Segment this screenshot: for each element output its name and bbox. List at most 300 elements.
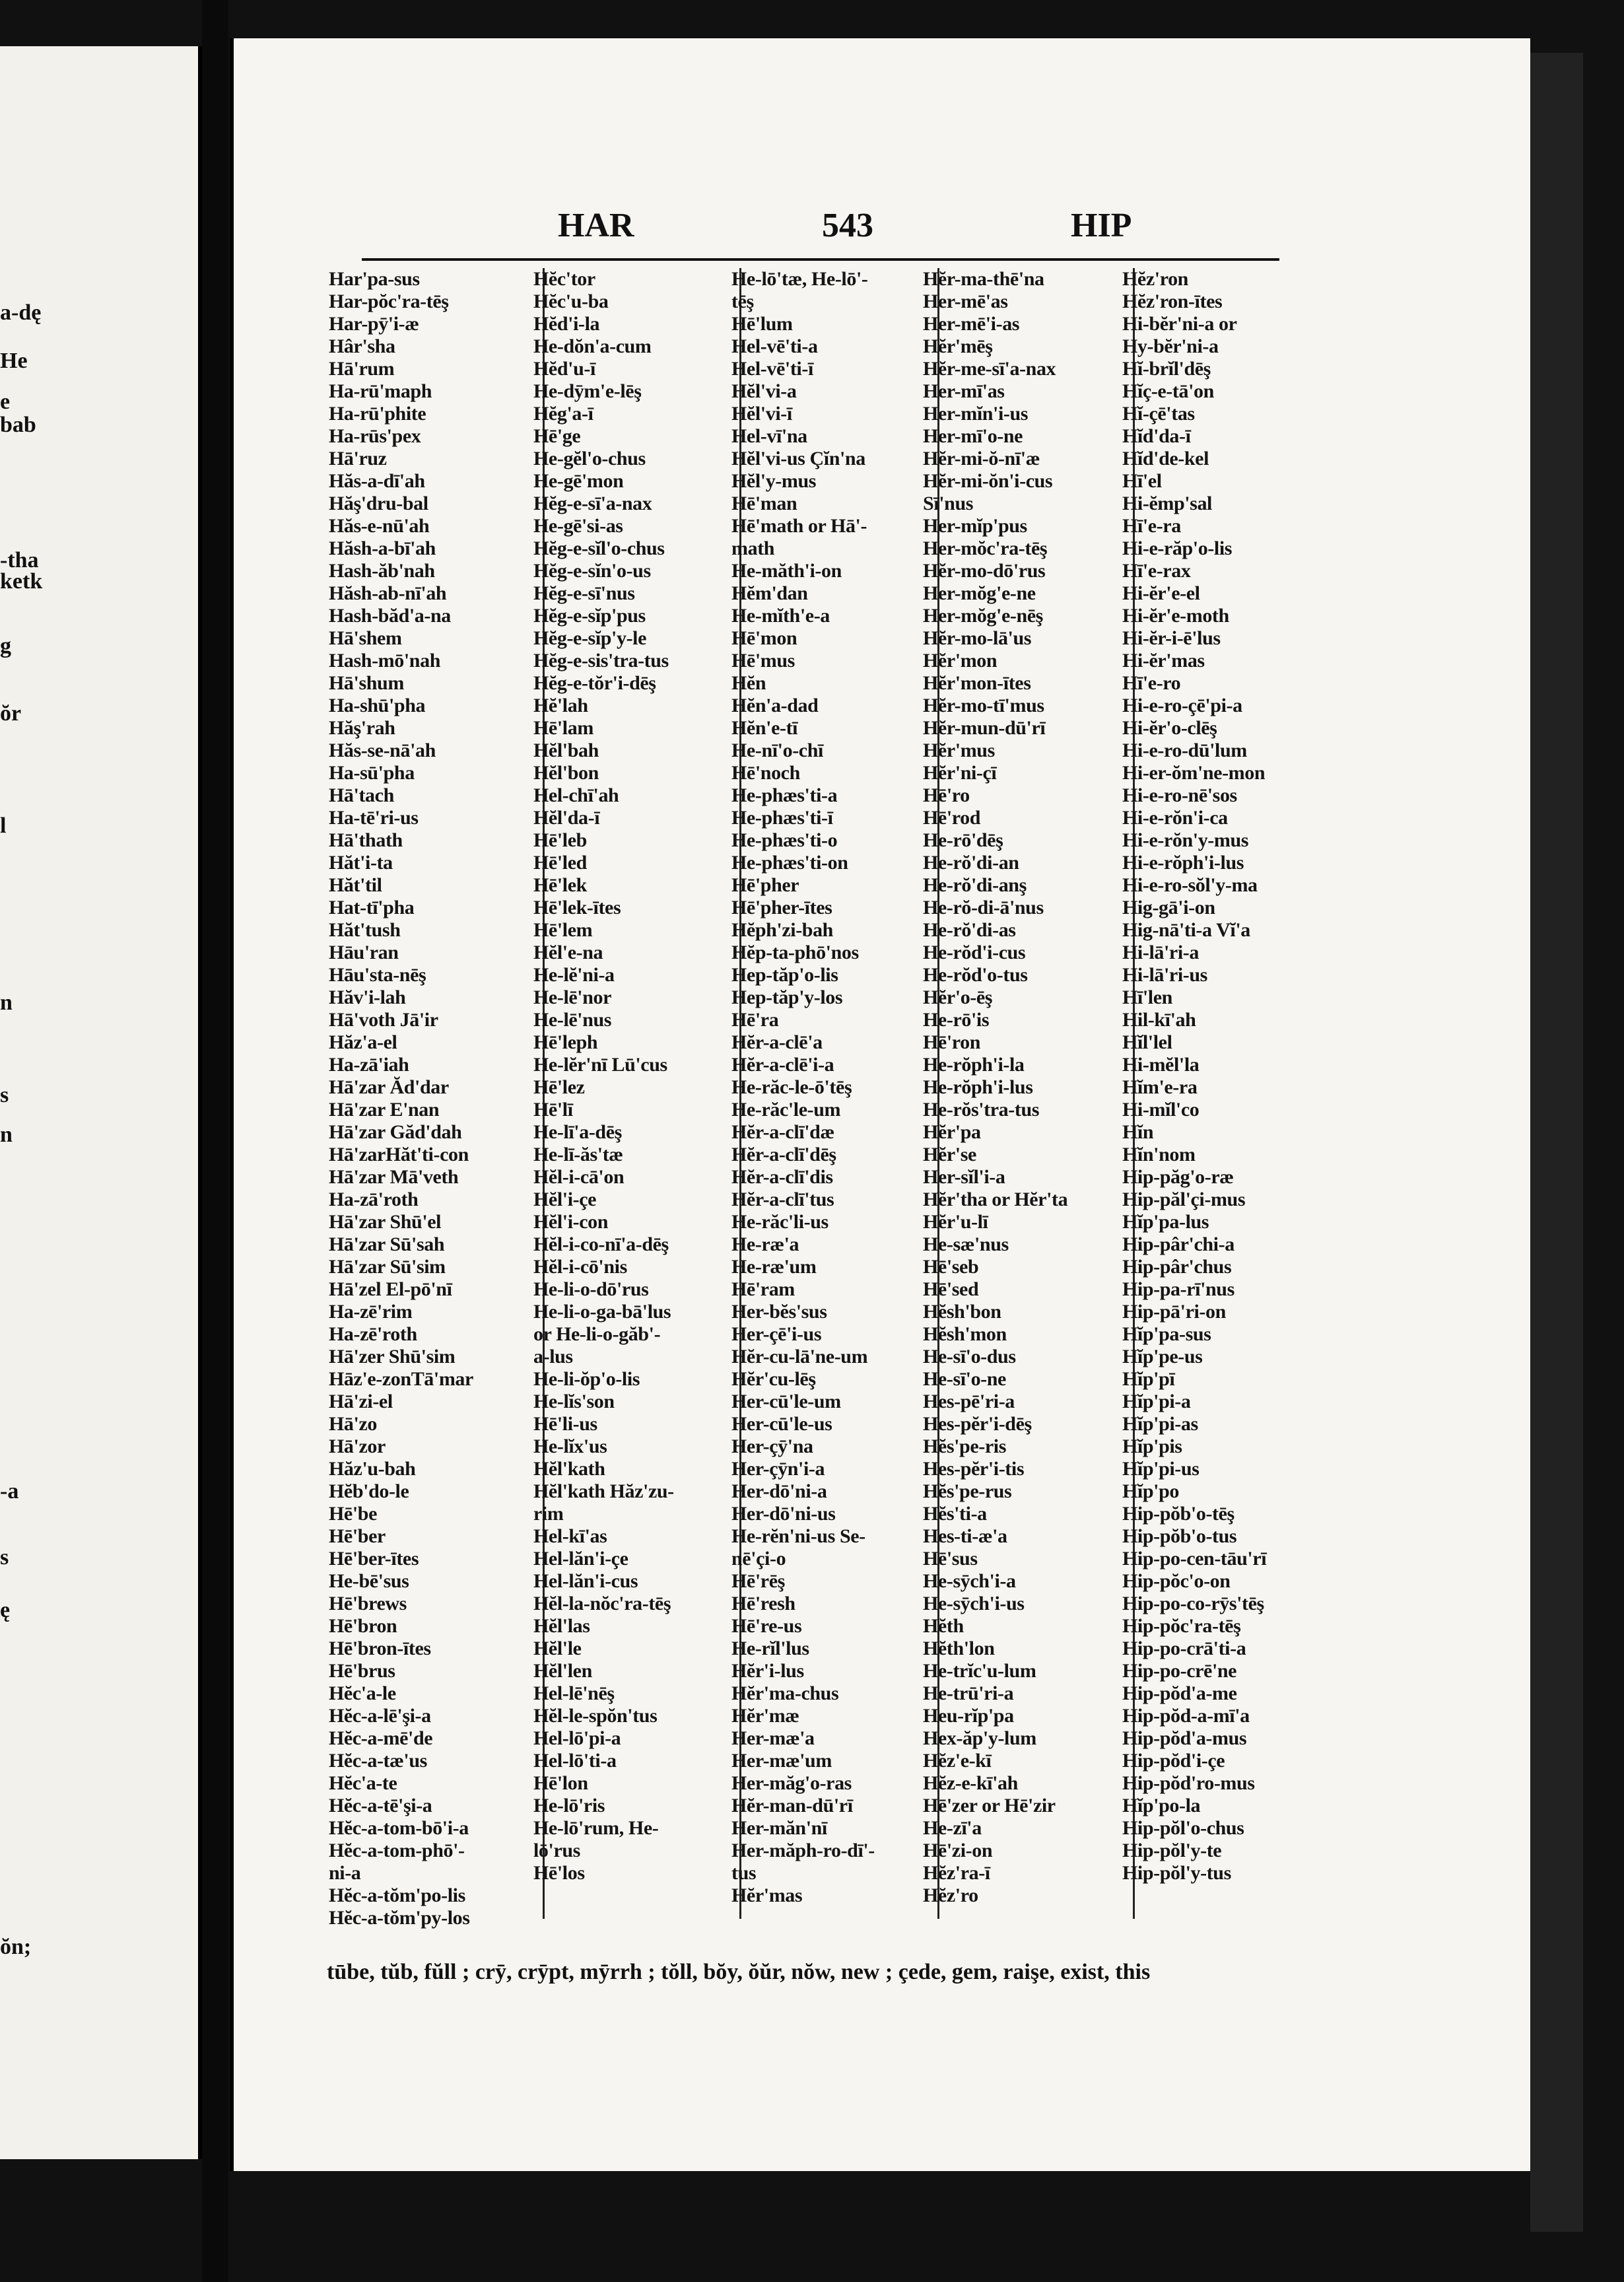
dictionary-entry: Har-pȳ'i-æ xyxy=(329,313,419,335)
dictionary-entry: Hĕr'cu-lēş xyxy=(731,1368,816,1390)
dictionary-entry: Hĭp'pi-a xyxy=(1122,1391,1191,1412)
dictionary-entry: Hĕr-a-clī'dēş xyxy=(731,1144,836,1165)
dictionary-entry: Hĕl'kath Hăz'zu- xyxy=(533,1480,674,1502)
dictionary-entry: Hē'sed xyxy=(923,1278,979,1300)
dictionary-entry: Hē'noch xyxy=(731,762,800,784)
dictionary-entry: Hē'brus xyxy=(329,1660,395,1682)
dictionary-entry: Hāu'sta-nēş xyxy=(329,964,426,986)
dictionary-entry: Hĭp'pa-lus xyxy=(1122,1211,1209,1233)
dictionary-entry: He-nī'o-chī xyxy=(731,740,823,761)
dictionary-entry: Hē'ber xyxy=(329,1525,386,1547)
dictionary-entry: Her-măn'nī xyxy=(731,1817,827,1839)
dictionary-entry: Hĭp'pi-as xyxy=(1122,1413,1198,1435)
dictionary-entry: Hĕl'bah xyxy=(533,740,599,761)
dictionary-entry: Hĕr-a-clī'tus xyxy=(731,1189,834,1210)
dictionary-entry: Hi-lā'ri-us xyxy=(1122,964,1207,986)
dictionary-entry: Sī'nus xyxy=(923,493,973,514)
left-page-text-fragment: -tha xyxy=(0,548,39,572)
dictionary-entry: He-zī'a xyxy=(923,1817,982,1839)
dictionary-entry: Hĕl'e-na xyxy=(533,942,603,963)
dictionary-entry: Hash-mō'nah xyxy=(329,650,440,672)
dictionary-entry: He-rō'is xyxy=(923,1009,990,1031)
dictionary-entry: Hĕn'e-tī xyxy=(731,717,798,739)
left-page-text-fragment: ŏr xyxy=(0,701,22,726)
dictionary-entry: Hĕl'bon xyxy=(533,762,599,784)
dictionary-entry: He-lō'ris xyxy=(533,1795,605,1816)
dictionary-entry: Hĕr-ma-thē'na xyxy=(923,268,1044,290)
dictionary-entry: Hĕr-mi-ŏn'i-cus xyxy=(923,470,1053,492)
dictionary-entry: Hĕr-a-clī'dæ xyxy=(731,1121,834,1143)
dictionary-entry: Her-dō'ni-a xyxy=(731,1480,827,1502)
dictionary-entry: Hā'voth Jā'ir xyxy=(329,1009,438,1031)
dictionary-entry: He-lō'rum, He- xyxy=(533,1817,659,1839)
dictionary-entry: Hī'len xyxy=(1122,986,1172,1008)
entry-column-2 xyxy=(533,268,731,1884)
dictionary-entry: He-răc-le-ō'tēş xyxy=(731,1076,852,1098)
dictionary-entry: Hĕl-la-nŏc'ra-tēş xyxy=(533,1593,671,1614)
dictionary-entry: Hip-po-crā'ti-a xyxy=(1122,1638,1246,1659)
dictionary-entry: Hā'zer Shū'sim xyxy=(329,1346,456,1367)
dictionary-entry: Hĕz'ra-ī xyxy=(923,1862,990,1884)
dictionary-entry: He-lĭs'son xyxy=(533,1391,615,1412)
dictionary-entry: Hep-tăp'y-los xyxy=(731,986,843,1008)
dictionary-entry: Hĕth'lon xyxy=(923,1638,995,1659)
dictionary-entry: Hex-ăp'y-lum xyxy=(923,1727,1036,1749)
dictionary-entry: Hăs-a-dī'ah xyxy=(329,470,425,492)
dictionary-entry: Hĕl'da-ī xyxy=(533,807,600,829)
left-page-text-fragment: ketk xyxy=(0,569,43,594)
dictionary-entry: Hăt'tush xyxy=(329,919,401,941)
dictionary-entry: Hĕr'mas xyxy=(731,1884,803,1906)
dictionary-entry: Hĕl'las xyxy=(533,1615,590,1637)
dictionary-entry: Hā'tach xyxy=(329,784,394,806)
dictionary-entry: Hī'e-ro xyxy=(1122,672,1181,694)
dictionary-entry: Hăsh-a-bī'ah xyxy=(329,537,436,559)
dictionary-entry: Hel-vī'na xyxy=(731,425,807,447)
page-edge-shadow xyxy=(1530,53,1583,2232)
left-page-text-fragment: a-dę xyxy=(0,300,42,325)
dictionary-entry: Ha-zē'roth xyxy=(329,1323,417,1345)
dictionary-entry: Hē'lum xyxy=(731,313,793,335)
dictionary-entry: Hăsh-ab-nī'ah xyxy=(329,582,447,604)
pronunciation-key-footer: tūbe, tŭb, fŭll ; crȳ, crȳpt, mȳrrh ; tŏll, bŏy, ŏŭr, nŏw, new ; çede, gem, raişe, exist, this xyxy=(327,1960,1151,1984)
dictionary-entry: Hĕz'e-kī xyxy=(923,1750,992,1772)
dictionary-entry: Hăt'til xyxy=(329,874,382,896)
dictionary-entry: Hĭ-çē'tas xyxy=(1122,403,1195,425)
dictionary-entry: Hē'lon xyxy=(533,1772,588,1794)
dictionary-entry: Hĕc'a-te xyxy=(329,1772,397,1794)
dictionary-entry: Hip-pâr'chi-a xyxy=(1122,1233,1235,1255)
dictionary-entry: Hā'zar Mā'veth xyxy=(329,1166,459,1188)
dictionary-entry: Hĕr-mun-dū'rī xyxy=(923,717,1046,739)
dictionary-entry: Hē'ram xyxy=(731,1278,795,1300)
dictionary-entry: Her-măph-ro-dī'- xyxy=(731,1840,875,1861)
dictionary-entry: Hĕz'ro xyxy=(923,1884,978,1906)
dictionary-entry: Hĭd'de-kel xyxy=(1122,448,1209,469)
dictionary-entry: Hi-ĕmp'sal xyxy=(1122,493,1212,514)
dictionary-entry: Hĕr'u-lī xyxy=(923,1211,988,1233)
left-page-fragment xyxy=(0,46,202,2159)
dictionary-entry: Hĭn xyxy=(1122,1121,1154,1143)
dictionary-entry: Hĕc'tor xyxy=(533,268,595,290)
dictionary-entry: Har'pa-sus xyxy=(329,268,420,290)
dictionary-entry: Hi-e-rŏn'y-mus xyxy=(1122,829,1249,851)
dictionary-entry: Hĕr'ni-çī xyxy=(923,762,997,784)
dictionary-entry: Hĕr'i-lus xyxy=(731,1660,804,1682)
dictionary-entry: Hĕd'u-ī xyxy=(533,358,595,380)
dictionary-entry: Hash-ăb'nah xyxy=(329,560,435,582)
left-page-text-fragment: s xyxy=(0,1083,9,1107)
dictionary-entry: He-lĕ'ni-a xyxy=(533,964,615,986)
dictionary-entry: Her-mŏg'e-ne xyxy=(923,582,1036,604)
dictionary-entry: Hĕb'do-le xyxy=(329,1480,409,1502)
dictionary-entry: Hē'lem xyxy=(533,919,593,941)
dictionary-entry: Ha-rū'phite xyxy=(329,403,426,425)
dictionary-entry: Hē'ro xyxy=(923,784,970,806)
dictionary-entry: Hē'math or Hā'- xyxy=(731,515,867,537)
dictionary-entry: Hĕd'i-la xyxy=(533,313,600,335)
page-number: 543 xyxy=(822,207,873,244)
dictionary-entry: Hip-pā'ri-on xyxy=(1122,1301,1226,1323)
dictionary-entry: He-phæs'ti-on xyxy=(731,852,848,874)
dictionary-entry: He-trū'ri-a xyxy=(923,1682,1014,1704)
dictionary-entry: Hes-pĕr'i-dēş xyxy=(923,1413,1032,1435)
dictionary-entry: Hy-bĕr'ni-a xyxy=(1122,335,1219,357)
dictionary-entry: Hĭp'pa-sus xyxy=(1122,1323,1211,1345)
dictionary-entry: Hē'lek-ītes xyxy=(533,897,621,918)
dictionary-entry: He-sī'o-ne xyxy=(923,1368,1006,1390)
dictionary-entry: Hĕr'pa xyxy=(923,1121,981,1143)
dictionary-entry: He-li-ŏp'o-lis xyxy=(533,1368,640,1390)
dictionary-entry: Hē'pher-ītes xyxy=(731,897,832,918)
dictionary-entry: Hāu'ran xyxy=(329,942,399,963)
dictionary-entry: Hē'sus xyxy=(923,1548,978,1570)
dictionary-entry: Hi-e-rŏn'i-ca xyxy=(1122,807,1228,829)
dictionary-entry: Hip-pâr'chus xyxy=(1122,1256,1232,1278)
dictionary-entry: Hil-kī'ah xyxy=(1122,1009,1196,1031)
dictionary-entry: tēş xyxy=(731,291,754,312)
dictionary-entry: Hel-chī'ah xyxy=(533,784,619,806)
dictionary-entry: Hel-kī'as xyxy=(533,1525,607,1547)
dictionary-entry: Hĭm'e-ra xyxy=(1122,1076,1198,1098)
dictionary-entry: He-lē'nus xyxy=(533,1009,612,1031)
dictionary-entry: Hā'ruz xyxy=(329,448,387,469)
dictionary-entry: Hĭp'po xyxy=(1122,1480,1179,1502)
dictionary-entry: He-sȳch'i-us xyxy=(923,1593,1025,1614)
dictionary-entry: Hĕl-le-spŏn'tus xyxy=(533,1705,658,1727)
dictionary-entry: Hē'li-us xyxy=(533,1413,597,1435)
dictionary-entry: Hip-pŏd'a-me xyxy=(1122,1682,1237,1704)
dictionary-entry: He-răc'le-um xyxy=(731,1099,841,1121)
dictionary-entry: Hĕsh'mon xyxy=(923,1323,1007,1345)
dictionary-entry: Hē'lez xyxy=(533,1076,585,1098)
dictionary-entry: Hĕz'ron xyxy=(1122,268,1188,290)
dictionary-entry: Hi-mĭl'co xyxy=(1122,1099,1200,1121)
dictionary-entry: Hā'shem xyxy=(329,627,402,649)
dictionary-entry: He-dȳm'e-lēş xyxy=(533,380,642,402)
dictionary-entry: Hip-po-co-rȳs'tēş xyxy=(1122,1593,1264,1614)
dictionary-entry: Ha-shū'pha xyxy=(329,695,426,716)
dictionary-entry: Hig-gā'i-on xyxy=(1122,897,1215,918)
dictionary-entry: Hi-ĕr-i-ē'lus xyxy=(1122,627,1221,649)
dictionary-entry: Hip-pŏl'y-tus xyxy=(1122,1862,1231,1884)
dictionary-entry: He-ræ'a xyxy=(731,1233,799,1255)
dictionary-entry: Hip-pŏb'o-tēş xyxy=(1122,1503,1235,1525)
dictionary-entry: He-mĭth'e-a xyxy=(731,605,830,627)
dictionary-entry: Hĕg-e-sis'tra-tus xyxy=(533,650,669,672)
dictionary-entry: Hep-tăp'o-lis xyxy=(731,964,838,986)
dictionary-entry: Hē'lam xyxy=(533,717,593,739)
dictionary-entry: He-lĕr'nī Lū'cus xyxy=(533,1054,667,1076)
dictionary-entry: Hĕl'kath xyxy=(533,1458,605,1480)
dictionary-entry: He-gē'si-as xyxy=(533,515,623,537)
left-page-text-fragment: l xyxy=(0,813,7,838)
dictionary-entry: Hel-lăn'i-cus xyxy=(533,1570,638,1592)
left-page-text-fragment: bab xyxy=(0,413,36,437)
dictionary-entry: Hi-e-ro-sŏl'y-ma xyxy=(1122,874,1258,896)
dictionary-entry: Hĕl'len xyxy=(533,1660,592,1682)
dictionary-entry: He-rŏd'i-cus xyxy=(923,942,1026,963)
book-gutter xyxy=(202,0,228,2282)
left-page-text-fragment: n xyxy=(0,1123,13,1147)
dictionary-entry: Hĭn'nom xyxy=(1122,1144,1196,1165)
dictionary-entry: He-rō'dēş xyxy=(923,829,1003,851)
dictionary-entry: Hĭp'pi-us xyxy=(1122,1458,1200,1480)
dictionary-entry: Hā'zar Ăd'dar xyxy=(329,1076,449,1098)
dictionary-entry: He-sæ'nus xyxy=(923,1233,1009,1255)
dictionary-entry: Hel-vē'ti-a xyxy=(731,335,818,357)
dictionary-entry: Hel-lō'ti-a xyxy=(533,1750,617,1772)
dictionary-entry: Hip-pa-rī'nus xyxy=(1122,1278,1235,1300)
dictionary-entry: He-rŏ'di-anş xyxy=(923,874,1027,896)
dictionary-entry: Hăş'rah xyxy=(329,717,395,739)
dictionary-entry: Hĕs'pe-ris xyxy=(923,1435,1006,1457)
dictionary-entry: Hī'e-rax xyxy=(1122,560,1191,582)
dictionary-entry: Hĕp-ta-phō'nos xyxy=(731,942,859,963)
dictionary-entry: Hē'resh xyxy=(731,1593,795,1614)
dictionary-entry: Hā'zar Găd'dah xyxy=(329,1121,462,1143)
dictionary-entry: Hā'zel El-pō'nī xyxy=(329,1278,452,1300)
dictionary-entry: He-rŏ'di-as xyxy=(923,919,1016,941)
dictionary-entry: Ha-sū'pha xyxy=(329,762,415,784)
dictionary-entry: He-phæs'ti-ī xyxy=(731,807,833,829)
dictionary-entry: Hel-lē'nēş xyxy=(533,1682,615,1704)
dictionary-entry: Hā'zarHăt'ti-con xyxy=(329,1144,469,1165)
dictionary-entry: Hĭl'lel xyxy=(1122,1031,1172,1053)
dictionary-entry: Hĕsh'bon xyxy=(923,1301,1001,1323)
dictionary-entry: Her-mē'i-as xyxy=(923,313,1020,335)
dictionary-entry: Hĕz-e-kī'ah xyxy=(923,1772,1018,1794)
dictionary-entry: Hi-lā'ri-a xyxy=(1122,942,1199,963)
dictionary-entry: nē'çi-o xyxy=(731,1548,786,1570)
dictionary-entry: Hĭp'pis xyxy=(1122,1435,1182,1457)
dictionary-entry: Hi-ĕr'mas xyxy=(1122,650,1205,672)
dictionary-entry: He-dŏn'a-cum xyxy=(533,335,652,357)
dictionary-entry: Her-mī'as xyxy=(923,380,1005,402)
dictionary-entry: Her-mæ'um xyxy=(731,1750,832,1772)
dictionary-entry: He-rŏs'tra-tus xyxy=(923,1099,1040,1121)
dictionary-entry: Hā'zar Sū'sim xyxy=(329,1256,446,1278)
dictionary-entry: Hes-pĕr'i-tis xyxy=(923,1458,1025,1480)
dictionary-entry: Hĕr'mæ xyxy=(731,1705,799,1727)
dictionary-entry: Hĕz'ron-ītes xyxy=(1122,291,1223,312)
dictionary-entry: Her-çē'i-us xyxy=(731,1323,822,1345)
dictionary-entry: He-phæs'ti-a xyxy=(731,784,838,806)
dictionary-entry: He-bē'sus xyxy=(329,1570,409,1592)
dictionary-entry: He-rŏph'i-la xyxy=(923,1054,1025,1076)
dictionary-entry: He-sī'o-dus xyxy=(923,1346,1016,1367)
dictionary-entry: Her-mĭn'i-us xyxy=(923,403,1029,425)
dictionary-entry: He-trĭc'u-lum xyxy=(923,1660,1036,1682)
dictionary-entry: Hĕg'a-ī xyxy=(533,403,593,425)
dictionary-entry: or He-li-o-găb'- xyxy=(533,1323,661,1345)
left-page-text-fragment: He xyxy=(0,349,28,373)
dictionary-entry: He-sȳch'i-a xyxy=(923,1570,1016,1592)
entry-column-4 xyxy=(923,268,1134,1907)
dictionary-entry: He-măth'i-on xyxy=(731,560,842,582)
dictionary-entry: Hĕr-mo-lā'us xyxy=(923,627,1032,649)
dictionary-entry: Hē'mon xyxy=(731,627,797,649)
dictionary-entry: Hā'thath xyxy=(329,829,403,851)
dictionary-entry: Hĕl'vi-ī xyxy=(731,403,792,425)
dictionary-entry: Hē'led xyxy=(533,852,587,874)
dictionary-entry: Hē'rod xyxy=(923,807,981,829)
dictionary-entry: Hip-pŏd-a-mī'a xyxy=(1122,1705,1250,1727)
left-page-text-fragment: e xyxy=(0,390,11,414)
dictionary-entry: Hē'ge xyxy=(533,425,581,447)
dictionary-entry: Har-pŏc'ra-tēş xyxy=(329,291,449,312)
dictionary-entry: Hĕr'ma-chus xyxy=(731,1682,839,1704)
dictionary-entry: Hē'be xyxy=(329,1503,377,1525)
dictionary-entry: Hē'leb xyxy=(533,829,587,851)
dictionary-entry: Ha-rū'maph xyxy=(329,380,432,402)
dictionary-entry: Hĕth xyxy=(923,1615,964,1637)
dictionary-entry: Hi-ĕr'e-el xyxy=(1122,582,1200,604)
dictionary-entry: He-răc'li-us xyxy=(731,1211,829,1233)
dictionary-entry: Hāz'e-zonTā'mar xyxy=(329,1368,473,1390)
dictionary-entry: Hĕl'i-con xyxy=(533,1211,609,1233)
dictionary-entry: Hash-băd'a-na xyxy=(329,605,451,627)
dictionary-entry: Hī'e-ra xyxy=(1122,515,1181,537)
dictionary-entry: Hăs-se-nā'ah xyxy=(329,740,436,761)
dictionary-entry: He-lĭx'us xyxy=(533,1435,607,1457)
dictionary-entry: Hĕr-me-sī'a-nax xyxy=(923,358,1056,380)
dictionary-entry: Hē'zi-on xyxy=(923,1840,993,1861)
dictionary-entry: Hē'ra xyxy=(731,1009,779,1031)
dictionary-entry: He-rŏd'o-tus xyxy=(923,964,1028,986)
dictionary-entry: Hĕc'u-ba xyxy=(533,291,609,312)
dictionary-entry: Hĕc-a-tom-phō'- xyxy=(329,1840,465,1861)
dictionary-entry: rim xyxy=(533,1503,564,1525)
dictionary-entry: He-lī-ăs'tæ xyxy=(533,1144,623,1165)
dictionary-entry: Hĕl'le xyxy=(533,1638,582,1659)
dictionary-entry: Her-mŏg'e-nēş xyxy=(923,605,1043,627)
dictionary-entry: Hĕc-a-tŏm'py-los xyxy=(329,1907,470,1929)
dictionary-entry: Hā'zar E'nan xyxy=(329,1099,440,1121)
dictionary-entry: Hip-pŏd'i-çe xyxy=(1122,1750,1225,1772)
dictionary-entry: Hē'lek xyxy=(533,874,587,896)
dictionary-entry: Hi-e-rŏph'i-lus xyxy=(1122,852,1244,874)
dictionary-entry: Hat-tī'pha xyxy=(329,897,415,918)
dictionary-entry: Hē'ber-ītes xyxy=(329,1548,419,1570)
dictionary-entry: Hi-er-ŏm'ne-mon xyxy=(1122,762,1266,784)
dictionary-entry: Heu-rĭp'pa xyxy=(923,1705,1014,1727)
dictionary-entry: Hi-mĕl'la xyxy=(1122,1054,1200,1076)
dictionary-entry: Hā'shum xyxy=(329,672,404,694)
dictionary-entry: Hē'lī xyxy=(533,1099,573,1121)
dictionary-entry: Hi-ĕr'e-moth xyxy=(1122,605,1229,627)
dictionary-entry: Hi-e-ro-dū'lum xyxy=(1122,740,1247,761)
dictionary-entry: Hĕr'o-ēş xyxy=(923,986,993,1008)
dictionary-entry: tus xyxy=(731,1862,757,1884)
header-left-guideword: HAR xyxy=(558,207,634,244)
dictionary-entry: Hĕn'a-dad xyxy=(731,695,819,716)
dictionary-entry: He-rĭl'lus xyxy=(731,1638,809,1659)
dictionary-entry: Hi-ĕr'o-clēş xyxy=(1122,717,1217,739)
dictionary-entry: Hi-bĕr'ni-a or xyxy=(1122,313,1237,335)
dictionary-entry: Hĕr-a-clē'i-a xyxy=(731,1054,834,1076)
dictionary-entry: Hip-păl'çi-mus xyxy=(1122,1189,1246,1210)
dictionary-entry: Hā'zar Sū'sah xyxy=(329,1233,445,1255)
dictionary-entry: Hĭç-e-tā'on xyxy=(1122,380,1214,402)
dictionary-entry: ni-a xyxy=(329,1862,361,1884)
header-right-guideword: HIP xyxy=(1071,207,1132,244)
dictionary-entry: Hig-nā'ti-a Vĭ'a xyxy=(1122,919,1250,941)
dictionary-entry: Hĕc'a-le xyxy=(329,1682,396,1704)
dictionary-entry: Hē'rēş xyxy=(731,1570,785,1592)
dictionary-entry: Hĕr'tha or Hĕr'ta xyxy=(923,1189,1068,1210)
dictionary-entry: Hĕc-a-tŏm'po-lis xyxy=(329,1884,465,1906)
dictionary-entry: a-lus xyxy=(533,1346,573,1367)
dictionary-entry: Hip-pŏc'ra-tēş xyxy=(1122,1615,1241,1637)
dictionary-entry: He-li-o-dō'rus xyxy=(533,1278,649,1300)
dictionary-entry: Her-mī'o-ne xyxy=(923,425,1023,447)
entry-column-3 xyxy=(731,268,936,1907)
dictionary-entry: Hăş'dru-bal xyxy=(329,493,428,514)
dictionary-entry: Hā'rum xyxy=(329,358,395,380)
dictionary-entry: Hā'zi-el xyxy=(329,1391,393,1412)
dictionary-entry: Hē'man xyxy=(731,493,797,514)
dictionary-entry: Hā'zar Shū'el xyxy=(329,1211,442,1233)
dictionary-entry: Hăs-e-nū'ah xyxy=(329,515,430,537)
left-page-text-fragment: n xyxy=(0,990,13,1015)
dictionary-entry: He-li-o-ga-bā'lus xyxy=(533,1301,671,1323)
entry-column-1 xyxy=(329,268,527,1929)
dictionary-entry: Hip-pŏd'ro-mus xyxy=(1122,1772,1255,1794)
dictionary-entry: Hâr'sha xyxy=(329,335,395,357)
dictionary-entry: Hē'pher xyxy=(731,874,799,896)
dictionary-entry: Hĕr-mo-dō'rus xyxy=(923,560,1046,582)
dictionary-entry: He-gē'mon xyxy=(533,470,624,492)
dictionary-entry: Hip-pŏc'o-on xyxy=(1122,1570,1231,1592)
dictionary-entry: Hel-lō'pi-a xyxy=(533,1727,621,1749)
dictionary-entry: Hē'bron xyxy=(329,1615,397,1637)
dictionary-entry: Her-çȳ'na xyxy=(731,1435,813,1457)
dictionary-entry: Ha-tē'ri-us xyxy=(329,807,419,829)
dictionary-entry: Hē'ron xyxy=(923,1031,981,1053)
dictionary-entry: math xyxy=(731,537,775,559)
dictionary-entry: Her-cū'le-um xyxy=(731,1391,841,1412)
dictionary-entry: Ha-zē'rim xyxy=(329,1301,413,1323)
dictionary-entry: He-rŏ-di-ā'nus xyxy=(923,897,1044,918)
dictionary-entry: Hĕr-mo-tī'mus xyxy=(923,695,1044,716)
dictionary-entry: Hĕg-e-sĭl'o-chus xyxy=(533,537,665,559)
dictionary-entry: Hĕc-a-mē'de xyxy=(329,1727,433,1749)
dictionary-entry: Hip-po-cen-tāu'rī xyxy=(1122,1548,1267,1570)
dictionary-entry: Hip-pŏl'o-chus xyxy=(1122,1817,1244,1839)
dictionary-entry: Hĕr-a-clī'dis xyxy=(731,1166,833,1188)
dictionary-entry: Hē'mus xyxy=(731,650,795,672)
